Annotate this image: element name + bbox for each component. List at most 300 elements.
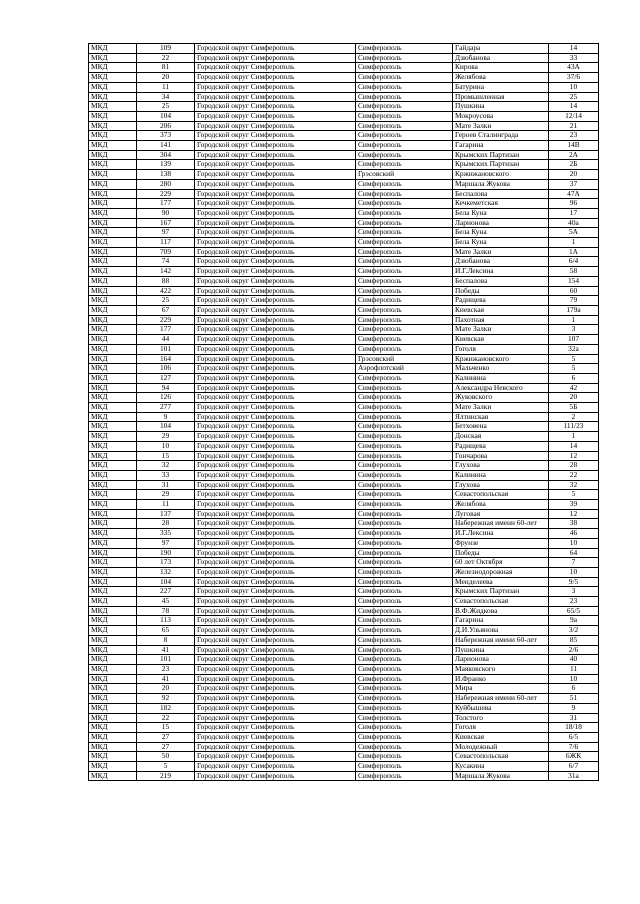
house-cell: 7/6 (549, 742, 599, 752)
locality-cell: Симферополь (356, 732, 453, 742)
number-cell: 67 (137, 305, 195, 315)
house-cell: 23 (549, 131, 599, 141)
locality-cell: Симферополь (356, 645, 453, 655)
number-cell: 78 (137, 606, 195, 616)
district-cell: Городской округ Симферополь (195, 170, 356, 180)
table-row (89, 364, 599, 374)
house-cell: 46 (549, 529, 599, 539)
number-cell: 20 (137, 684, 195, 694)
table-row (89, 509, 599, 519)
locality-cell: Симферополь (356, 752, 453, 762)
district-cell: Городской округ Симферополь (195, 179, 356, 189)
table-row (89, 587, 599, 597)
type-cell: МКД (89, 461, 137, 471)
street-cell: Промышленная (453, 92, 549, 102)
house-cell: 2/6 (549, 645, 599, 655)
house-cell: 21 (549, 121, 599, 131)
house-cell: 179а (549, 305, 599, 315)
number-cell: 29 (137, 490, 195, 500)
type-cell: МКД (89, 247, 137, 257)
type-cell: МКД (89, 703, 137, 713)
table-row (89, 684, 599, 694)
street-cell: Маршала Жукова (453, 179, 549, 189)
number-cell: 132 (137, 567, 195, 577)
table-row (89, 102, 599, 112)
table-row (89, 451, 599, 461)
locality-cell: Симферополь (356, 92, 453, 102)
number-cell: 190 (137, 548, 195, 558)
locality-cell: Симферополь (356, 451, 453, 461)
house-cell: 37 (549, 179, 599, 189)
number-cell: 280 (137, 179, 195, 189)
district-cell: Городской округ Симферополь (195, 694, 356, 704)
type-cell: МКД (89, 587, 137, 597)
locality-cell: Симферополь (356, 674, 453, 684)
house-cell: 3 (549, 587, 599, 597)
district-cell: Городской округ Симферополь (195, 238, 356, 248)
locality-cell: Симферополь (356, 538, 453, 548)
number-cell: 27 (137, 732, 195, 742)
street-cell: Бела Куна (453, 228, 549, 238)
house-cell: 12 (549, 509, 599, 519)
number-cell: 139 (137, 160, 195, 170)
locality-cell: Симферополь (356, 82, 453, 92)
district-cell: Городской округ Симферополь (195, 451, 356, 461)
street-cell: Фрунзе (453, 538, 549, 548)
house-cell: 38 (549, 519, 599, 529)
house-cell: 20 (549, 393, 599, 403)
table-row (89, 674, 599, 684)
type-cell: МКД (89, 276, 137, 286)
housing-table (88, 43, 599, 781)
type-cell: МКД (89, 752, 137, 762)
locality-cell: Симферополь (356, 470, 453, 480)
type-cell: МКД (89, 82, 137, 92)
table-row (89, 694, 599, 704)
street-cell: Мате Залки (453, 121, 549, 131)
house-cell: 5 (549, 490, 599, 500)
district-cell: Городской округ Симферополь (195, 257, 356, 267)
house-cell: 47А (549, 189, 599, 199)
type-cell: МКД (89, 713, 137, 723)
table-row (89, 373, 599, 383)
table-row (89, 121, 599, 131)
table-row (89, 703, 599, 713)
house-cell: 1 (549, 238, 599, 248)
street-cell: Александра Невского (453, 383, 549, 393)
house-cell: 40 (549, 655, 599, 665)
house-cell: 14 (549, 44, 599, 54)
locality-cell: Симферополь (356, 111, 453, 121)
locality-cell: Симферополь (356, 490, 453, 500)
table-row (89, 490, 599, 500)
number-cell: 88 (137, 276, 195, 286)
district-cell: Городской округ Симферополь (195, 276, 356, 286)
house-cell: 14В (549, 141, 599, 151)
district-cell: Городской округ Симферополь (195, 606, 356, 616)
district-cell: Городской округ Симферополь (195, 684, 356, 694)
street-cell: Желябова (453, 500, 549, 510)
number-cell: 34 (137, 92, 195, 102)
number-cell: 219 (137, 771, 195, 781)
type-cell: МКД (89, 257, 137, 267)
street-cell: Крымских Партизан (453, 150, 549, 160)
district-cell: Городской округ Симферополь (195, 732, 356, 742)
type-cell: МКД (89, 771, 137, 781)
table-row (89, 480, 599, 490)
street-cell: Пушкина (453, 102, 549, 112)
district-cell: Городской округ Симферополь (195, 616, 356, 626)
house-cell: 79 (549, 296, 599, 306)
street-cell: Менделеева (453, 577, 549, 587)
locality-cell: Симферополь (356, 160, 453, 170)
number-cell: 22 (137, 53, 195, 63)
table-row (89, 199, 599, 209)
street-cell: Гоголя (453, 723, 549, 733)
district-cell: Городской округ Симферополь (195, 53, 356, 63)
table-row (89, 354, 599, 364)
house-cell: 7 (549, 558, 599, 568)
district-cell: Городской округ Симферополь (195, 567, 356, 577)
number-cell: 25 (137, 296, 195, 306)
number-cell: 167 (137, 218, 195, 228)
type-cell: МКД (89, 325, 137, 335)
table-row (89, 315, 599, 325)
number-cell: 15 (137, 723, 195, 733)
district-cell: Городской округ Симферополь (195, 665, 356, 675)
number-cell: 104 (137, 422, 195, 432)
district-cell: Городской округ Симферополь (195, 325, 356, 335)
street-cell: Пахотная (453, 315, 549, 325)
table-row (89, 228, 599, 238)
street-cell: И.Г.Лексина (453, 529, 549, 539)
type-cell: МКД (89, 509, 137, 519)
table-row (89, 73, 599, 83)
table-row (89, 44, 599, 54)
type-cell: МКД (89, 422, 137, 432)
type-cell: МКД (89, 63, 137, 73)
street-cell: Крымских Партизан (453, 160, 549, 170)
type-cell: МКД (89, 111, 137, 121)
number-cell: 81 (137, 63, 195, 73)
number-cell: 44 (137, 335, 195, 345)
table-row (89, 82, 599, 92)
house-cell: 18/18 (549, 723, 599, 733)
street-cell: Кржижановского (453, 354, 549, 364)
number-cell: 15 (137, 451, 195, 461)
street-cell: Молодежный (453, 742, 549, 752)
type-cell: МКД (89, 500, 137, 510)
type-cell: МКД (89, 626, 137, 636)
house-cell: 6ЖК (549, 752, 599, 762)
table-row (89, 597, 599, 607)
locality-cell: Симферополь (356, 238, 453, 248)
district-cell: Городской округ Симферополь (195, 470, 356, 480)
house-cell: 42 (549, 383, 599, 393)
district-cell: Городской округ Симферополь (195, 490, 356, 500)
house-cell: 12 (549, 451, 599, 461)
district-cell: Городской округ Симферополь (195, 141, 356, 151)
type-cell: МКД (89, 44, 137, 54)
street-cell: Беспалова (453, 189, 549, 199)
type-cell: МКД (89, 335, 137, 345)
type-cell: МКД (89, 228, 137, 238)
district-cell: Городской округ Симферополь (195, 723, 356, 733)
locality-cell: Симферополь (356, 762, 453, 772)
locality-cell: Симферополь (356, 500, 453, 510)
number-cell: 45 (137, 597, 195, 607)
house-cell: 1А (549, 247, 599, 257)
house-cell: 2 (549, 412, 599, 422)
type-cell: МКД (89, 179, 137, 189)
district-cell: Городской округ Симферополь (195, 558, 356, 568)
locality-cell: Симферополь (356, 694, 453, 704)
locality-cell: Симферополь (356, 461, 453, 471)
type-cell: МКД (89, 674, 137, 684)
table-row (89, 723, 599, 733)
district-cell: Городской округ Симферополь (195, 208, 356, 218)
street-cell: Желябова (453, 73, 549, 83)
street-cell: Батурина (453, 82, 549, 92)
house-cell: 64 (549, 548, 599, 558)
house-cell: 5 (549, 354, 599, 364)
table-row (89, 286, 599, 296)
locality-cell: Симферополь (356, 567, 453, 577)
district-cell: Городской округ Симферополь (195, 383, 356, 393)
table-row (89, 403, 599, 413)
street-cell: Бетховена (453, 422, 549, 432)
number-cell: 229 (137, 189, 195, 199)
district-cell: Городской округ Симферополь (195, 422, 356, 432)
locality-cell: Симферополь (356, 296, 453, 306)
number-cell: 113 (137, 616, 195, 626)
type-cell: МКД (89, 732, 137, 742)
street-cell: 60 лет Октября (453, 558, 549, 568)
street-cell: Луговая (453, 509, 549, 519)
locality-cell: Симферополь (356, 529, 453, 539)
district-cell: Городской округ Симферополь (195, 73, 356, 83)
table-row (89, 325, 599, 335)
house-cell: 40а (549, 218, 599, 228)
table-row (89, 606, 599, 616)
street-cell: Крымских Партизан (453, 587, 549, 597)
house-cell: 6/7 (549, 762, 599, 772)
street-cell: Киевская (453, 305, 549, 315)
locality-cell: Симферополь (356, 73, 453, 83)
locality-cell: Симферополь (356, 208, 453, 218)
table-row (89, 160, 599, 170)
number-cell: 5 (137, 762, 195, 772)
locality-cell: Симферополь (356, 325, 453, 335)
locality-cell: Симферополь (356, 267, 453, 277)
district-cell: Городской округ Симферополь (195, 626, 356, 636)
street-cell: Севастопольская (453, 597, 549, 607)
street-cell: Набережная имени 60-лет (453, 635, 549, 645)
street-cell: Мате Залки (453, 325, 549, 335)
type-cell: МКД (89, 723, 137, 733)
table-row (89, 771, 599, 781)
locality-cell: Симферополь (356, 189, 453, 199)
number-cell: 206 (137, 121, 195, 131)
type-cell: МКД (89, 393, 137, 403)
locality-cell: Симферополь (356, 635, 453, 645)
house-cell: 14 (549, 102, 599, 112)
street-cell: Калинина (453, 470, 549, 480)
district-cell: Городской округ Симферополь (195, 102, 356, 112)
type-cell: МКД (89, 645, 137, 655)
house-cell: 9/5 (549, 577, 599, 587)
number-cell: 182 (137, 703, 195, 713)
house-cell: 1 (549, 432, 599, 442)
number-cell: 92 (137, 694, 195, 704)
district-cell: Городской округ Симферополь (195, 519, 356, 529)
house-cell: 2Б (549, 160, 599, 170)
table-row (89, 276, 599, 286)
street-cell: Гагарина (453, 616, 549, 626)
street-cell: Маршала Жукова (453, 771, 549, 781)
type-cell: МКД (89, 238, 137, 248)
locality-cell: Симферополь (356, 684, 453, 694)
table-row (89, 635, 599, 645)
district-cell: Городской округ Симферополь (195, 150, 356, 160)
locality-cell: Симферополь (356, 403, 453, 413)
house-cell: 22 (549, 470, 599, 480)
number-cell: 23 (137, 665, 195, 675)
locality-cell: Симферополь (356, 713, 453, 723)
table-row (89, 742, 599, 752)
street-cell: Дзюбанова (453, 53, 549, 63)
district-cell: Городской округ Симферополь (195, 771, 356, 781)
table-row (89, 218, 599, 228)
house-cell: 154 (549, 276, 599, 286)
house-cell: 31а (549, 771, 599, 781)
number-cell: 709 (137, 247, 195, 257)
type-cell: МКД (89, 616, 137, 626)
district-cell: Городской округ Симферополь (195, 82, 356, 92)
street-cell: Бела Куна (453, 238, 549, 248)
locality-cell: Симферополь (356, 141, 453, 151)
number-cell: 127 (137, 373, 195, 383)
type-cell: МКД (89, 548, 137, 558)
house-cell: 5 (549, 364, 599, 374)
type-cell: МКД (89, 412, 137, 422)
house-cell: 31 (549, 713, 599, 723)
type-cell: МКД (89, 606, 137, 616)
number-cell: 9 (137, 412, 195, 422)
house-cell: 11 (549, 665, 599, 675)
house-cell: 58 (549, 267, 599, 277)
type-cell: МКД (89, 92, 137, 102)
locality-cell: Симферополь (356, 742, 453, 752)
street-cell: Севастопольская (453, 490, 549, 500)
street-cell: Дзюбанова (453, 257, 549, 267)
street-cell: Донская (453, 432, 549, 442)
table-row (89, 762, 599, 772)
district-cell: Городской округ Симферополь (195, 432, 356, 442)
locality-cell: Симферополь (356, 315, 453, 325)
type-cell: МКД (89, 170, 137, 180)
type-cell: МКД (89, 529, 137, 539)
type-cell: МКД (89, 403, 137, 413)
number-cell: 28 (137, 519, 195, 529)
street-cell: Ларионова (453, 218, 549, 228)
number-cell: 138 (137, 170, 195, 180)
type-cell: МКД (89, 432, 137, 442)
locality-cell: Симферополь (356, 655, 453, 665)
table-row (89, 519, 599, 529)
number-cell: 101 (137, 344, 195, 354)
number-cell: 101 (137, 655, 195, 665)
table-row (89, 267, 599, 277)
locality-cell: Симферополь (356, 179, 453, 189)
house-cell: 2А (549, 150, 599, 160)
house-cell: 5Б (549, 403, 599, 413)
house-cell: 32 (549, 480, 599, 490)
house-cell: 6/5 (549, 732, 599, 742)
street-cell: Куйбышева (453, 703, 549, 713)
district-cell: Городской округ Симферополь (195, 296, 356, 306)
number-cell: 41 (137, 645, 195, 655)
number-cell: 104 (137, 111, 195, 121)
district-cell: Городской округ Симферополь (195, 597, 356, 607)
district-cell: Городской округ Симферополь (195, 500, 356, 510)
type-cell: МКД (89, 490, 137, 500)
table-row (89, 111, 599, 121)
house-cell: 111/23 (549, 422, 599, 432)
locality-cell: Симферополь (356, 393, 453, 403)
locality-cell: Симферополь (356, 665, 453, 675)
table-row (89, 538, 599, 548)
table-row (89, 558, 599, 568)
number-cell: 335 (137, 529, 195, 539)
house-cell: 9 (549, 703, 599, 713)
locality-cell: Симферополь (356, 548, 453, 558)
locality-cell: Симферополь (356, 412, 453, 422)
house-cell: 5А (549, 228, 599, 238)
street-cell: Кечкеметская (453, 199, 549, 209)
table-row (89, 655, 599, 665)
street-cell: Кржижановского (453, 170, 549, 180)
type-cell: МКД (89, 286, 137, 296)
type-cell: МКД (89, 315, 137, 325)
district-cell: Городской округ Симферополь (195, 228, 356, 238)
table-row (89, 53, 599, 63)
locality-cell: Симферополь (356, 441, 453, 451)
number-cell: 11 (137, 500, 195, 510)
street-cell: И.Франко (453, 674, 549, 684)
number-cell: 373 (137, 131, 195, 141)
number-cell: 97 (137, 538, 195, 548)
district-cell: Городской округ Симферополь (195, 189, 356, 199)
locality-cell: Симферополь (356, 587, 453, 597)
house-cell: 107 (549, 335, 599, 345)
locality-cell: Симферополь (356, 228, 453, 238)
locality-cell: Симферополь (356, 626, 453, 636)
house-cell: 51 (549, 694, 599, 704)
table-row (89, 529, 599, 539)
street-cell: Ларионова (453, 655, 549, 665)
house-cell: 60 (549, 286, 599, 296)
type-cell: МКД (89, 519, 137, 529)
table-row (89, 665, 599, 675)
number-cell: 27 (137, 742, 195, 752)
type-cell: МКД (89, 344, 137, 354)
district-cell: Городской округ Симферополь (195, 674, 356, 684)
number-cell: 20 (137, 73, 195, 83)
house-cell: 6 (549, 684, 599, 694)
district-cell: Городской округ Симферополь (195, 373, 356, 383)
type-cell: МКД (89, 694, 137, 704)
